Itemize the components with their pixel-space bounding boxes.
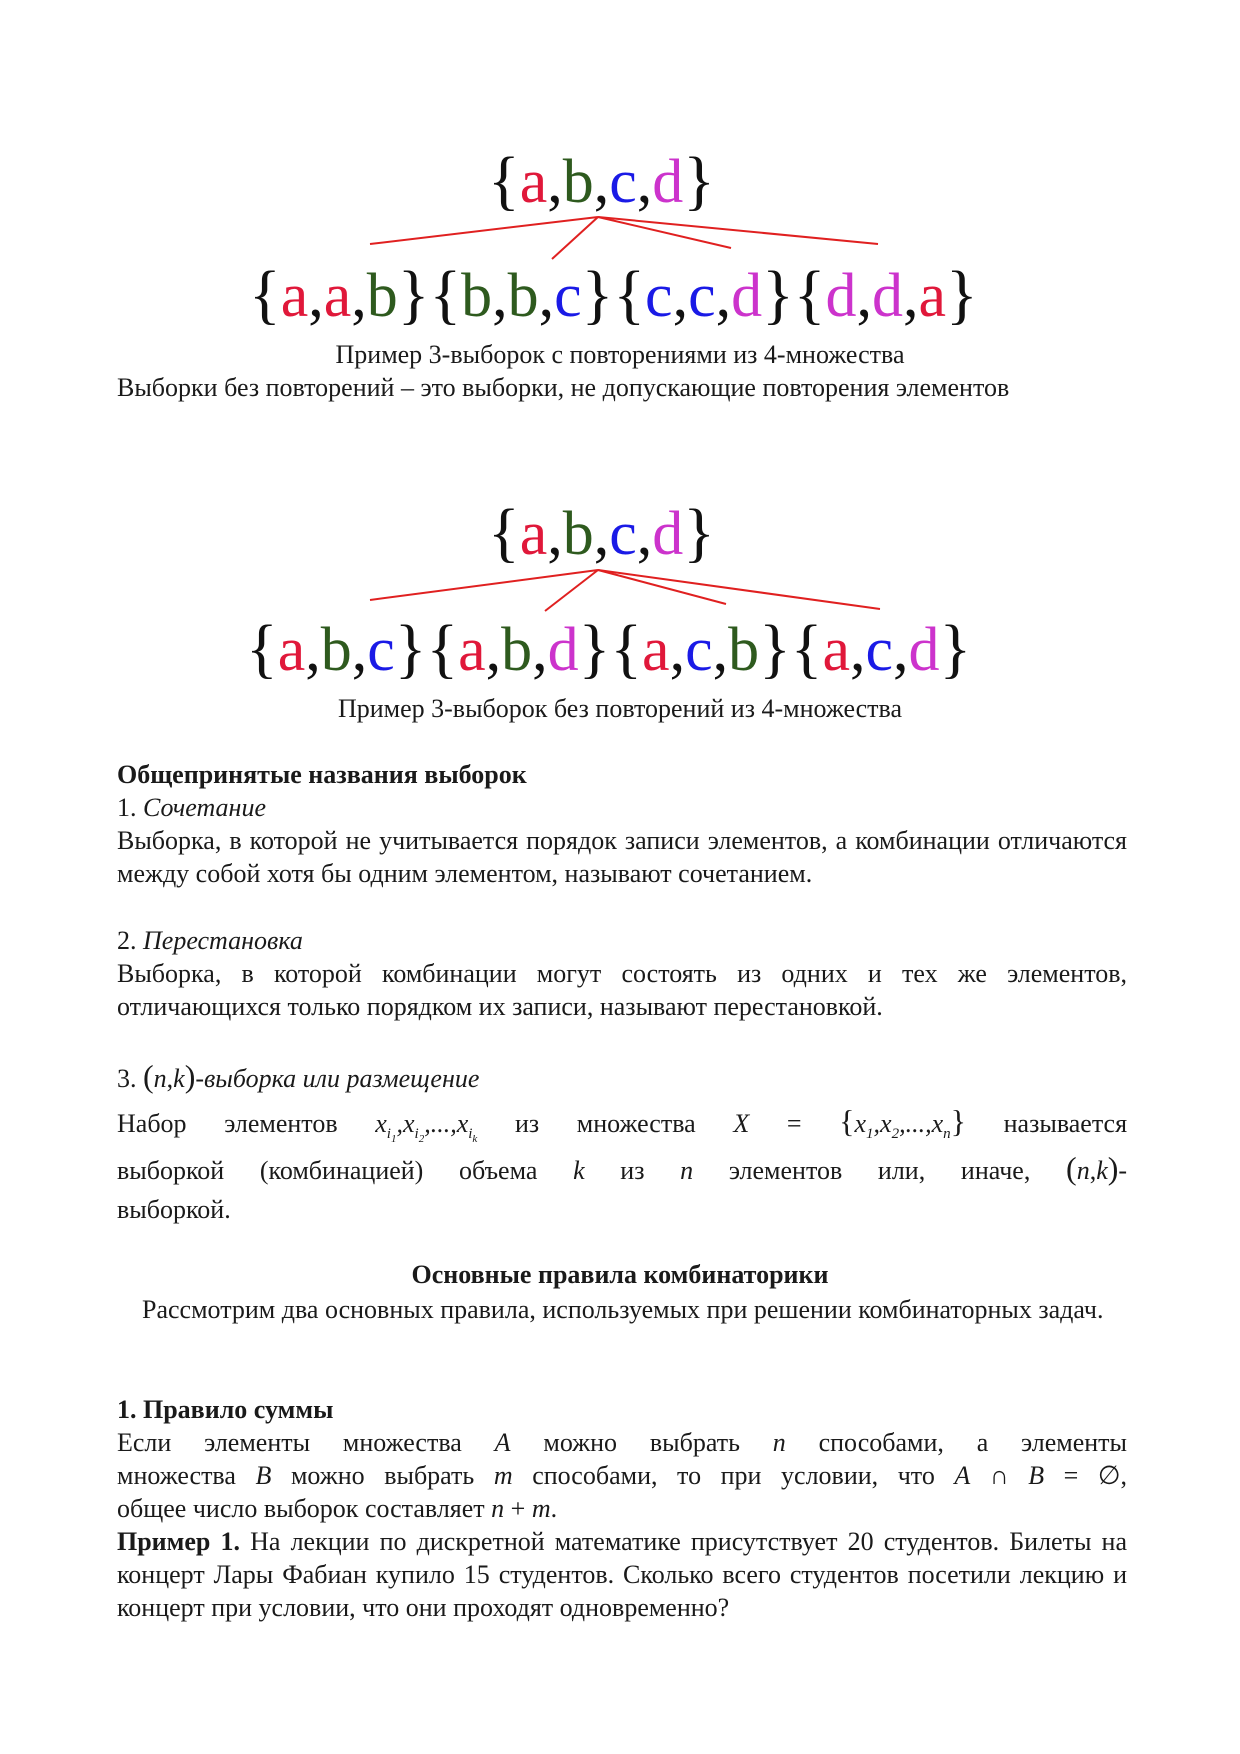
item1-title: 1. Сочетание bbox=[117, 793, 266, 822]
set-element: b bbox=[562, 500, 594, 568]
set-element: a bbox=[280, 262, 309, 330]
set-element: a bbox=[918, 262, 946, 330]
set-element: c bbox=[688, 262, 716, 330]
item2-title: 2. Перестановка bbox=[117, 926, 303, 955]
set-element: b bbox=[366, 262, 398, 330]
set-element: b bbox=[507, 262, 539, 330]
set-element: d bbox=[871, 262, 903, 330]
set-element: a bbox=[519, 148, 548, 216]
item3-line3: выборкой. bbox=[117, 1195, 231, 1224]
sum-rule-line2: множества B можно выбрать m способами, то при условии, что A ∩ B = ∅, bbox=[117, 1461, 1128, 1490]
set-element: d bbox=[908, 616, 940, 684]
set-element: d bbox=[652, 500, 684, 568]
figure2-caption: Пример 3-выборок без повторений из 4-множества bbox=[337, 694, 903, 723]
set-element: d bbox=[652, 148, 684, 216]
set-element: d bbox=[825, 262, 857, 330]
set-element: b bbox=[461, 262, 493, 330]
set-element: a bbox=[642, 616, 670, 684]
figure1-top-set: {a,b,c,d} bbox=[488, 144, 715, 217]
item3-line1: Набор элементов $x_{i_1},x_{i_2},...,x_{i_k}$ из множества $X = \{x_1,x_2,...,x_n\}$ называется bbox=[117, 1103, 1128, 1146]
set-element: c bbox=[609, 500, 637, 568]
intro-paragraph: Выборки без повторений – это выборки, не допускающие повторения элементов bbox=[117, 373, 1010, 402]
item3-line2: выборкой (комбинацией) объема k из n элементов или, иначе, (n,k)- bbox=[117, 1150, 1128, 1186]
set-element: c bbox=[685, 616, 713, 684]
item2-text: Выборка, в которой комбинации могут состоять из одних и тех же элементов, отличающихся только порядком их записи, называют перестановкой. bbox=[117, 959, 1127, 1021]
sum-rule-line3: общее число выборок составляет n + m. bbox=[117, 1494, 558, 1523]
set-element: b bbox=[501, 616, 533, 684]
example-1: Пример 1. На лекции по дискретной математике присутствует 20 студентов. Билеты на концерт Лары Фабиан купило 15 студентов. Сколько всего студентов посетили лекцию и концерт при условии, что они проходят одновременно? bbox=[117, 1527, 1127, 1622]
figure2-subsets: {a,b,c}{a,b,d}{a,c,b}{a,c,d} bbox=[246, 612, 972, 685]
set-element: a bbox=[458, 616, 486, 684]
set-element: a bbox=[519, 500, 548, 568]
rules-title: Основные правила комбинаторики bbox=[411, 1260, 829, 1289]
names-heading: Общепринятые названия выборок bbox=[117, 760, 527, 789]
set-element: a bbox=[323, 262, 352, 330]
tree-line bbox=[598, 570, 880, 609]
item3-title: 3. (n,k)-выборка или размещение bbox=[117, 1058, 480, 1094]
figure2-top-set: {a,b,c,d} bbox=[488, 496, 715, 569]
set-element: b bbox=[728, 616, 760, 684]
set-element: c bbox=[367, 616, 395, 684]
figure2-tree-lines bbox=[0, 0, 1240, 685]
tree-line bbox=[598, 570, 726, 604]
set-element: c bbox=[609, 148, 637, 216]
sum-rule-line1: Если элементы множества A можно выбрать n способами, а элементы bbox=[117, 1428, 1128, 1457]
figure1-caption: Пример 3-выборок с повторениями из 4-множества bbox=[335, 340, 905, 369]
set-element: d bbox=[547, 616, 579, 684]
set-element: b bbox=[562, 148, 594, 216]
set-element: b bbox=[320, 616, 352, 684]
sum-rule-heading: 1. Правило суммы bbox=[117, 1395, 334, 1424]
figure1-subsets: {a,a,b}{b,b,c}{c,c,d}{d,d,a} bbox=[249, 258, 978, 331]
set-element: a bbox=[822, 616, 850, 684]
set-element: a bbox=[277, 616, 306, 684]
set-element: c bbox=[865, 616, 894, 684]
set-element: c bbox=[554, 262, 582, 330]
item1-text: Выборка, в которой не учитывается порядок записи элементов, а комбинации отличаются между собой хотя бы одним элементом, называют сочетанием. bbox=[117, 826, 1127, 888]
set-element: d bbox=[731, 262, 763, 330]
set-element: c bbox=[645, 262, 673, 330]
rules-intro: Рассмотрим два основных правила, используемых при решении комбинаторных задач. bbox=[142, 1295, 1104, 1324]
